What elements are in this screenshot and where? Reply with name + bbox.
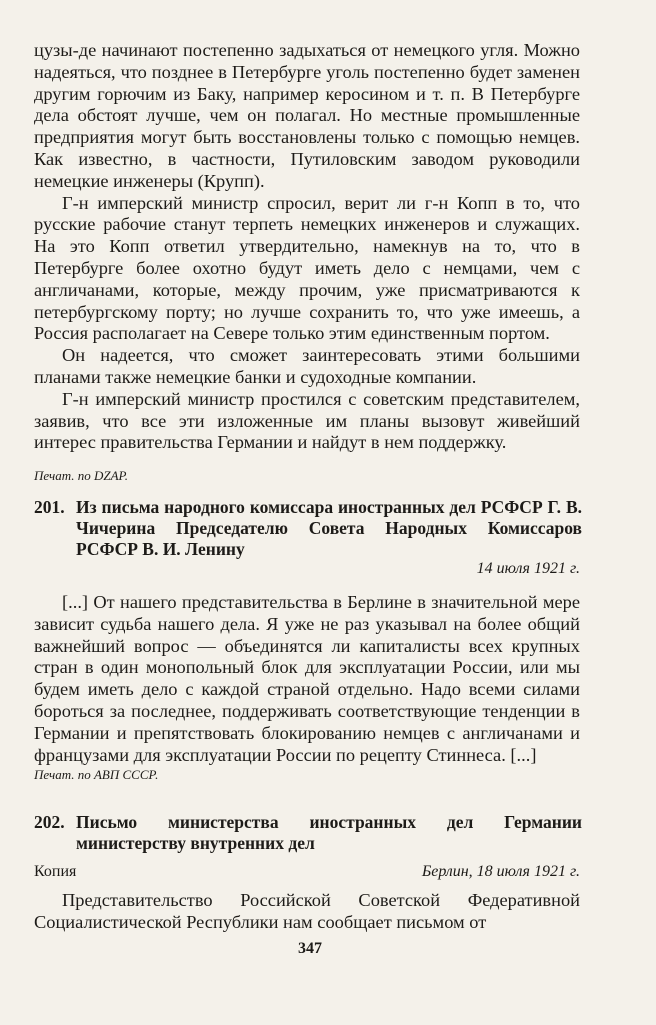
document-201-heading [34,497,582,560]
source-note-200: Печат. по DZAP. [34,468,129,483]
document-title: Из письма народного комиссара иностранных дел РСФСР Г. В. Чичерина Председателю Совета Народных Комиссаров РСФСР В. И. Ленину [76,497,582,559]
document-title: Письмо министерства иностранных дел Германии министерству внутренних дел [76,812,582,853]
document-201-date: 14 июля 1921 г. [476,560,580,577]
paragraph: Представительство Российской Советской Федеративной Социалистической Республики нам сообщает письмом от [34,890,580,932]
document-number: 201. [34,497,65,517]
copy-label: Копия [34,863,77,880]
paragraph: цузы-де начинают постепенно задыхаться от немецкого угля. Можно надеяться, что позднее в Петербурге уголь постепенно будет заменен другим горючим из Баку, например керосином и т. п. В Петербурге дела обстоят лучше, чем он полагал. Но местные промышленные предприятия могут быть восстановлены только с помощью немцев. Как известно, в частности, Путиловским заводом руководили немецкие инженеры (Крупп). [34,40,580,191]
place-date: Берлин, 18 июля 1921 г. [421,863,580,880]
paragraph: Он надеется, что сможет заинтересовать этими большими планами также немецкие банки и судоходные компании. [34,345,580,387]
paragraph: Г-н имперский министр спросил, верит ли г-н Копп в то, что русские рабочие станут терпеть немецких инженеров и служащих. На это Копп ответил утвердительно, намекнув на то, что в Петербурге более охотно будут иметь дело с немцами, чем с англичанами, которые, между прочим, уже присматриваются к петербургскому порту; но лучше сохранить то, что уже имеешь, а Россия располагает на Севере только этим единственным портом. [34,192,580,344]
copy-line [34,863,580,881]
document-202-text [34,890,580,934]
page-number: 347 [298,940,322,957]
source-note-201: Печат. по АВП СССР. [34,767,159,782]
document-201-text [34,592,580,766]
paragraph: Г-н имперский министр простился с советским представителем, заявив, что все эти изложенные им планы вызовут живейший интерес правительства Германии и найдут в нем поддержку. [34,388,580,453]
paragraph: [...] От нашего представительства в Берлине в значительной мере зависит судьба нашего дела. Я уже не раз указывал на более общий важнейший вопрос — объединятся ли капиталисты всех крупных стран в один монопольный блок для эксплуатации России, или мы будем иметь дело с каждой страной отдельно. Надо всеми силами бороться за последнее, поддерживать соответствующие тенденции в Германии и препятствовать блокированию немцев с англичанами и французами для эксплуатации России по рецепту Стиннеса. [...] [34,592,580,765]
document-202-heading [34,812,582,854]
document-200-text [34,40,580,454]
document-number: 202. [34,812,65,832]
